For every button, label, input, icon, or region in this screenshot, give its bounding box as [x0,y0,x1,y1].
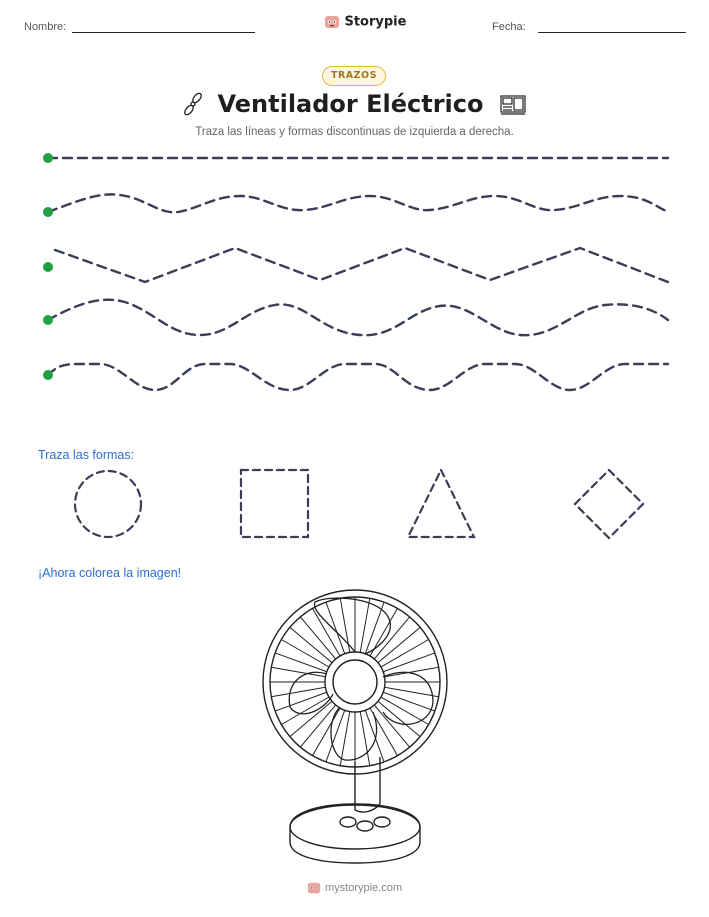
fan-guard-spoke [313,708,341,756]
fan-guard-spoke [381,640,429,668]
trace-circle[interactable] [75,471,141,537]
brand-name: Storypie [344,14,407,30]
date-label: Fecha: [492,21,526,33]
start-dot-5 [43,370,53,380]
shapes-section-label: Traza las formas: [38,448,135,462]
color-section-label: ¡Ahora colorea la imagen! [38,566,182,580]
date-line [538,32,686,33]
trace-diamond[interactable] [575,470,643,538]
footer [0,881,709,895]
instructions: Traza las líneas y formas discontinuas de izquierda a derecha. [195,126,514,138]
tracing-line-wave-2[interactable] [48,300,668,336]
fan-guard-spoke [374,705,409,747]
trace-triangle[interactable] [408,470,474,537]
footer-url[interactable]: mystorypie.com [324,882,403,894]
start-dot-4 [43,315,53,325]
fan-guard-spoke [378,627,420,662]
name-label: Nombre: [24,21,67,33]
fan-guard-spoke [374,617,409,659]
page-title: Ventilador Eléctrico [217,90,484,118]
category-badge: TRAZOS [322,66,386,86]
tracing-line-wave-1[interactable] [48,194,668,212]
fan-guard-spoke [290,701,332,736]
brand-logo [324,13,406,31]
fan-guard-spoke [378,701,420,736]
start-dot-1 [43,153,53,163]
fan-guard-spoke [290,627,332,662]
storypie-footer-icon [307,881,321,895]
electric-fan-illustration[interactable] [255,582,455,864]
storypie-logo-icon [324,14,340,30]
tracing-line-zigzag[interactable] [55,248,668,282]
fan-guard-spoke [300,617,335,659]
appliance-icon [499,92,527,116]
start-dot-3 [43,262,53,272]
name-line [72,32,255,33]
page-title-row [0,89,709,118]
trace-square[interactable] [241,470,308,537]
tracing-line-square-wave[interactable] [48,364,668,390]
tracing-shapes-area [0,462,709,547]
fan-guard-spoke [300,705,335,747]
fan-guard-spoke [281,697,329,725]
tracing-lines-area [0,140,709,400]
fan-guard-spoke [281,640,329,668]
fan-icon [182,92,204,116]
start-dot-2 [43,207,53,217]
